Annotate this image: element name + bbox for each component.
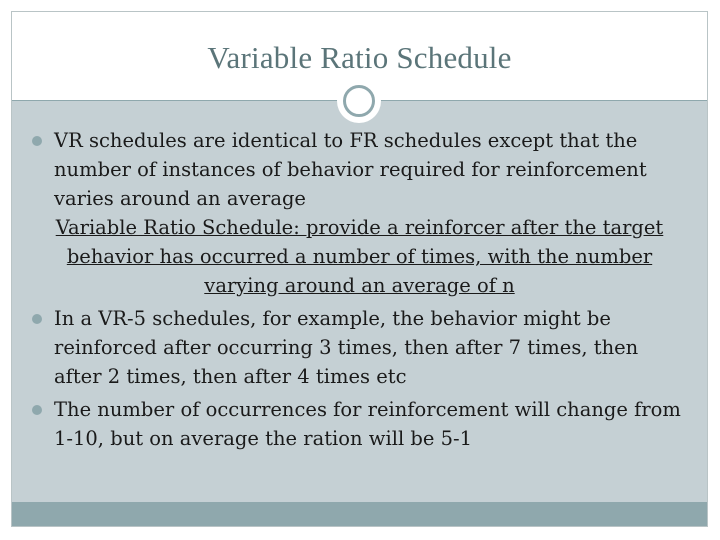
bullet-item <box>32 304 687 391</box>
slide <box>11 11 708 527</box>
bullet-dot-icon <box>32 314 42 324</box>
bullet-text: The number of occurrences for reinforcement will change from 1-10, but on average the ration will be 5-1 <box>54 398 681 450</box>
bullet-item <box>32 395 687 453</box>
ring-icon <box>343 85 375 117</box>
bullet-text: VR schedules are identical to FR schedules except that the number of instances of behavior required for reinforcement varies around an average <box>54 129 647 210</box>
bullet-text: In a VR-5 schedules, for example, the behavior might be reinforced after occurring 3 times, then after 7 times, then after 2 times, then after 4 times etc <box>54 307 639 388</box>
slide-content <box>32 126 687 453</box>
bullet-dot-icon <box>32 405 42 415</box>
definition-text: Variable Ratio Schedule: provide a reinforcer after the target behavior has occurred a number of times, with the number varying around an average of n <box>55 216 664 297</box>
slide-title: Variable Ratio Schedule <box>207 40 512 75</box>
divider-ring-icon <box>337 79 381 123</box>
bullet-item <box>32 126 687 213</box>
bullet-dot-icon <box>32 136 42 146</box>
footer-band <box>12 502 707 526</box>
